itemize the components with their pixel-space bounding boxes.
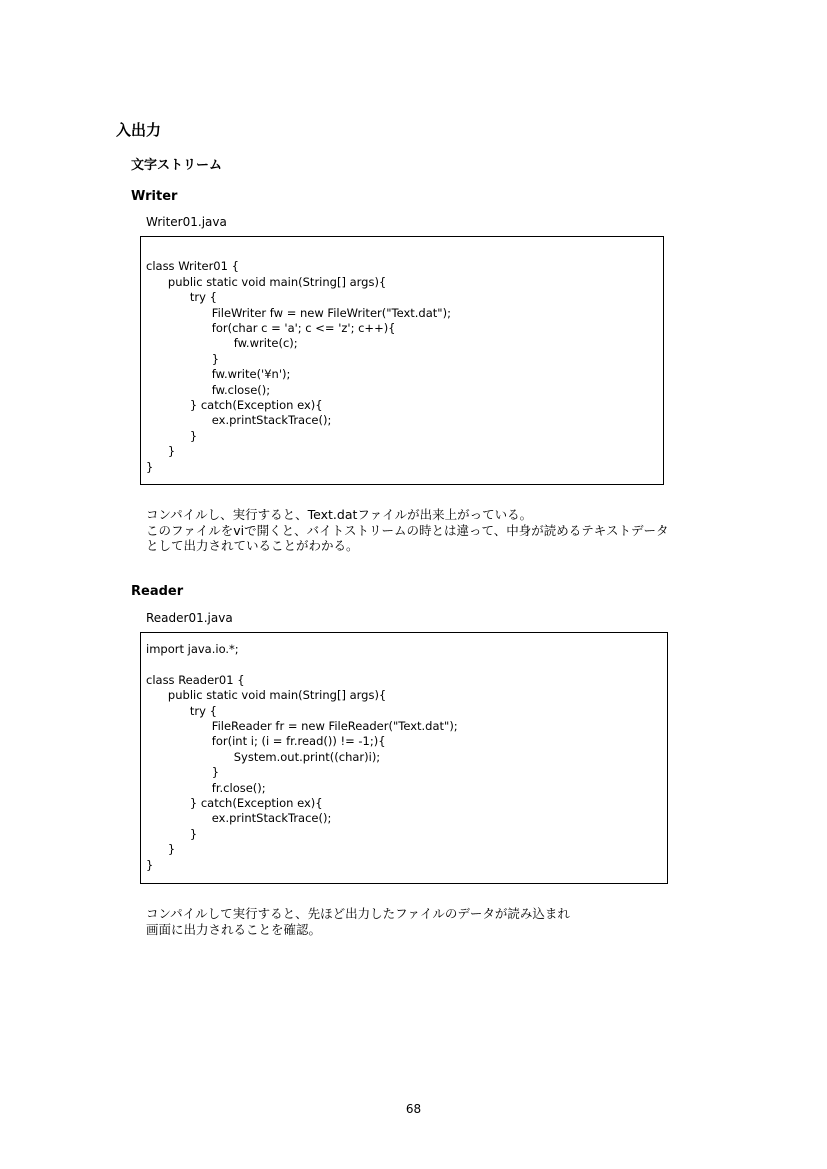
description-line: このファイルをviで開くと、バイトストリームの時とは違って、中身が読めるテキストデータ — [146, 522, 669, 538]
description-line: コンパイルし、実行すると、Text.datファイルが出来上がっている。 — [146, 507, 533, 522]
code-line: fw.write(c); — [146, 336, 298, 351]
reader-code-block — [140, 632, 668, 884]
code-line: fw.close(); — [146, 382, 271, 397]
code-line: public static void main(String[] args){ — [146, 274, 387, 289]
page-number: 68 — [405, 1102, 422, 1116]
code-line: try { — [146, 703, 217, 718]
code-line: } — [146, 428, 198, 443]
code-line: import java.io.*; — [146, 642, 239, 656]
code-line: } — [146, 842, 176, 857]
code-line: try { — [146, 290, 217, 305]
code-line: } — [146, 857, 154, 872]
code-line: } — [146, 351, 220, 366]
code-line: } catch(Exception ex){ — [146, 398, 323, 412]
code-line: fr.close(); — [146, 780, 266, 795]
description-line: コンパイルして実行すると、先ほど出力したファイルのデータが読み込まれ — [146, 906, 570, 921]
code-line: } — [146, 459, 154, 474]
writer-description — [146, 507, 669, 554]
code-line: for(int i; (i = fr.read()) != -1;){ — [146, 734, 386, 749]
section-title: 入出力 — [116, 121, 162, 139]
code-line: } — [146, 826, 198, 841]
code-line: FileReader fr = new FileReader("Text.dat"); — [146, 719, 458, 733]
reader-description — [146, 906, 570, 937]
code-line: ex.printStackTrace(); — [146, 811, 332, 826]
subsection-title: 文字ストリーム — [131, 158, 223, 173]
code-line: for(char c = 'a'; c <= 'z'; c++){ — [146, 321, 396, 335]
reader-heading: Reader — [131, 584, 184, 599]
code-line: class Writer01 { — [146, 259, 239, 274]
description-line: として出力されていることがわかる。 — [146, 538, 359, 553]
code-line: class Reader01 { — [146, 672, 245, 687]
code-line: } — [146, 765, 220, 780]
writer-filename: Writer01.java — [146, 215, 227, 229]
writer-code-block — [140, 236, 664, 485]
code-line: } — [146, 444, 176, 459]
writer-heading: Writer — [131, 189, 178, 204]
reader-filename: Reader01.java — [146, 611, 233, 625]
code-line: public static void main(String[] args){ — [146, 688, 387, 703]
code-line: System.out.print((char)i); — [146, 749, 381, 764]
code-line: FileWriter fw = new FileWriter("Text.dat"); — [146, 305, 451, 320]
code-line: fw.write('¥n'); — [146, 367, 291, 382]
code-line: } catch(Exception ex){ — [146, 796, 323, 810]
description-line: 画面に出力されることを確認。 — [146, 921, 322, 937]
code-line: ex.printStackTrace(); — [146, 413, 332, 428]
